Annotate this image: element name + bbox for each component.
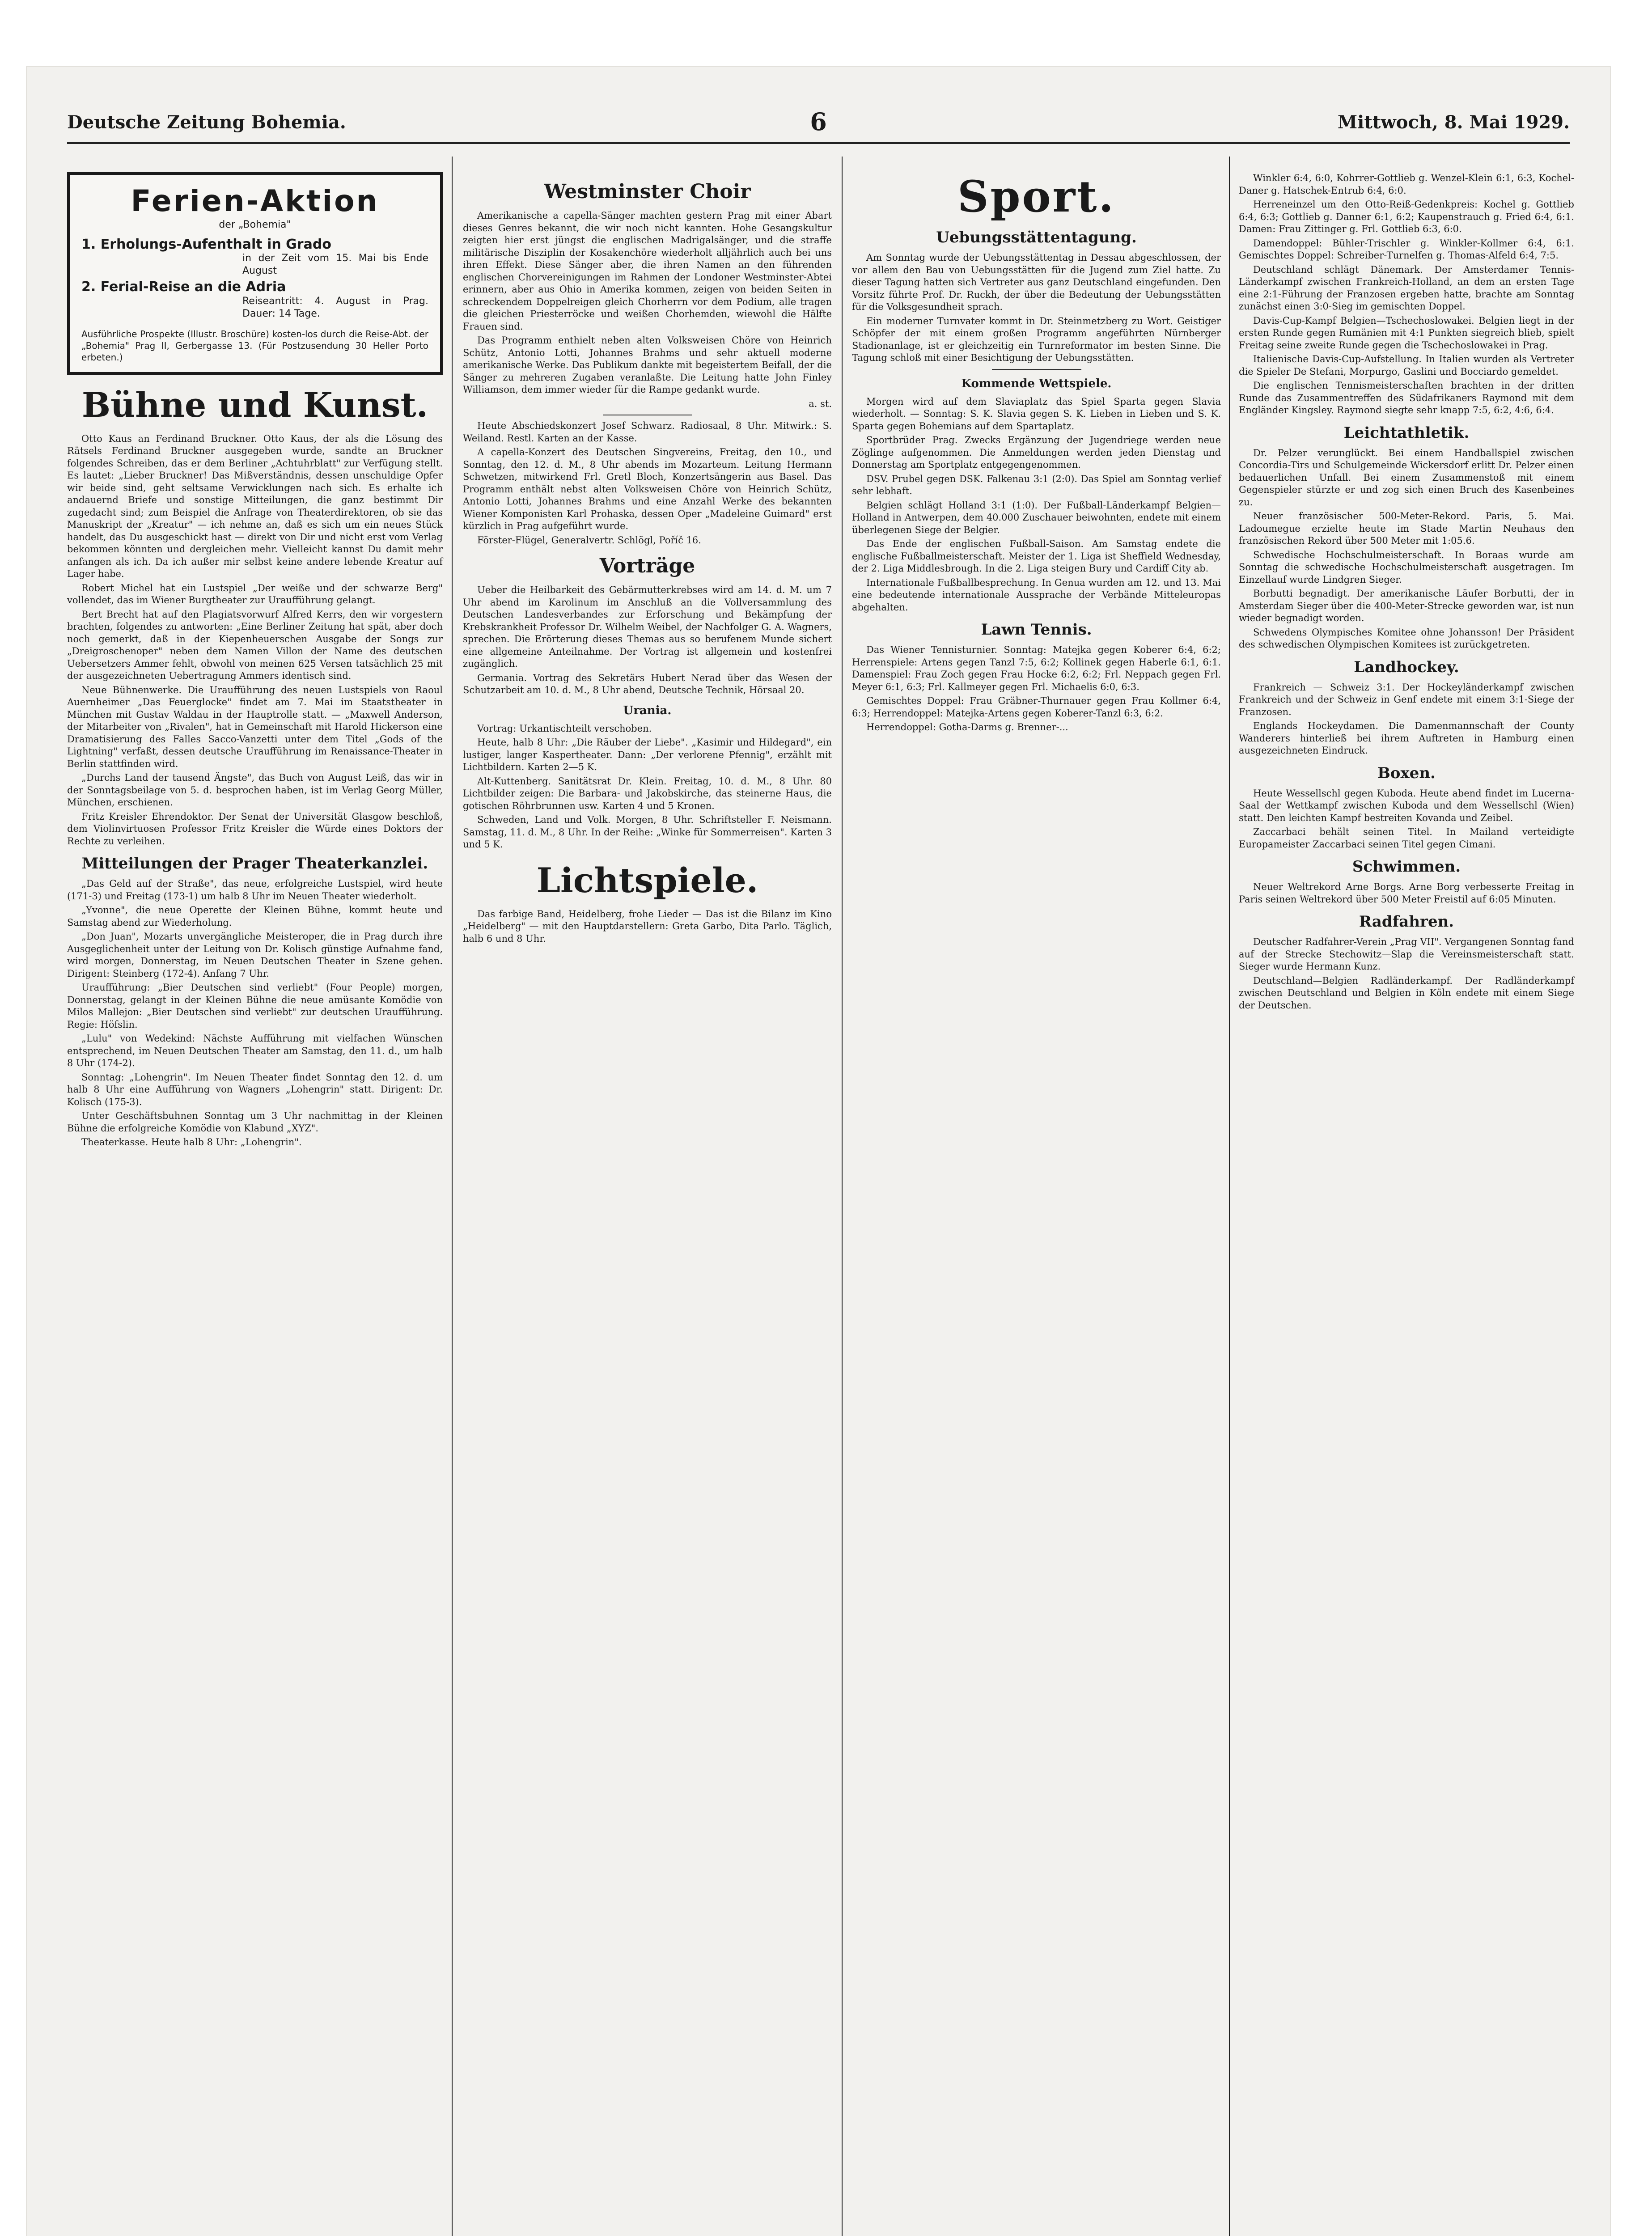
article-paragraph: Belgien schlägt Holland 3:1 (1:0). Der Fußball-Länderkampf Belgien—Holland in Antwerpen, dem 40.000 Zuschauer beiwohnten, endete mit einem überlegenen Siege der Belgier.: [852, 500, 1221, 535]
article-paragraph: Unter Geschäftsbuhnen Sonntag um 3 Uhr nachmittag in der Kleinen Bühne die erfolgreiche Komödie von Klabund „XYZ".: [67, 1110, 443, 1134]
article-paragraph: Morgen wird auf dem Slaviaplatz das Spiel Sparta gegen Slavia wiederholt. — Sonntag: S. K. Slavia gegen S. K. Lieben in Lieben und S. K. Sparta gegen Bohemians auf dem Spartaplatz.: [852, 396, 1221, 432]
article-paragraph: Fritz Kreisler Ehrendoktor. Der Senat der Universität Glasgow beschloß, dem Violinvirtuosen Professor Fritz Kreisler die Würde eines Doktors der Rechte zu verleihen.: [67, 811, 443, 847]
article-paragraph: Gemischtes Doppel: Frau Gräbner-Thurnauer gegen Frau Kollmer 6:4, 6:3; Herrendoppel: Matejka-Artens gegen Koberer-Tanzl 6:3, 6:2.: [852, 695, 1221, 719]
article-paragraph: Schwedische Hochschulmeisterschaft. In Boraas wurde am Sonntag die schwedische Hochschulmeisterschaft ausgetragen. Im Einzellauf wurde Lindgren Sieger.: [1239, 549, 1574, 585]
column-4: [1239, 172, 1574, 1013]
subsection-title-landhockey: Landhockey.: [1354, 658, 1459, 676]
article-paragraph: Uraufführung: „Bier Deutschen sind verliebt" (Four People) morgen, Donnerstag, gelangt in der Kleinen Bühne die neue amüsante Komödie von Milos Mallejon: „Bier Deutschen sind verliebt" zur deutschen Uraufführung. Regie: Höfslin.: [67, 982, 443, 1030]
article-paragraph: Davis-Cup-Kampf Belgien—Tschechoslowakei. Belgien liegt in der ersten Runde gegen Rumänien mit 4:1 Punkten siegreich blieb, spielt Freitag seine zweite Runde gegen die Tschechoslowakei in Prag.: [1239, 315, 1574, 351]
article-paragraph: Deutschland schlägt Dänemark. Der Amsterdamer Tennis-Länderkampf zwischen Frankreich-Holland, an dem an ersten Tage eine 2:1-Führung der Franzosen ergeben hatte, brachte am Sonntag zunächst einen 3:0-Sieg im gemischten Doppel.: [1239, 264, 1574, 312]
section-title-westminster: Westminster Choir: [544, 180, 751, 203]
article-paragraph: Robert Michel hat ein Lustspiel „Der weiße und der schwarze Berg" vollendet, das im Wiener Burgtheater zur Uraufführung gelangt.: [67, 582, 443, 606]
article-paragraph: Alt-Kuttenberg. Sanitätsrat Dr. Klein. Freitag, 10. d. M., 8 Uhr. 80 Lichtbilder zeigen: Die Barbara- und Jakobskirche, das steinerne Haus, die gotischen Röhrbrunnen usw. Karten 4 und 5 Kronen.: [463, 775, 832, 811]
article-paragraph: Förster-Flügel, Generalvertr. Schlögl, Poříč 16.: [477, 534, 701, 546]
article-paragraph: Das Programm enthielt neben alten Volksweisen Chöre von Heinrich Schütz, Antonio Lotti, Johannes Brahms und sehr aktuell moderne amerikanische Werke. Das Publikum dankte mit begeistertem Beifall, der die Sänger zu mehreren Zugaben veranlaßte. Die Leitung hatte John Finley Williamson, dem immer wieder für die Rampe gedankt wurde.: [463, 335, 832, 395]
article-paragraph: Amerikanische a capella-Sänger machten gestern Prag mit einer Abart dieses Genres bekannt, die wir noch nicht kannten. Hohe Gesangskultur zeigten hier erst jüngst die englischen Madrigalsänger, und die straffe militärische Disziplin der Kosakenchöre wiederholt alljährlich auch bei uns ihren Effekt. Diese Sänger aber, die ihren Namen an den führenden englischen Chorvereinigungen im Rahmen der Londoner Westminster-Abtei erinnern, aber aus Ohio in Amerika kommen, zeigen von beiden Seiten in schreckendem Doppelreigen gleich Chorherrn vor dem Podium, alle tragen die gleichen Priesterröcke und weißen Chorhemden, wiewohl die Hälfte Frauen sind.: [463, 210, 832, 332]
ad-footer: Ausführliche Prospekte (Illustr. Broschüre) kosten-los durch die Reise-Abt. der „Bohemia" Prag II, Gerbergasse 13. (Für Postzusendung 30 Heller Porto erbeten.): [81, 328, 428, 363]
running-header: [67, 107, 1570, 139]
article-paragraph: Sportbrüder Prag. Zwecks Ergänzung der Jugendriege werden neue Zöglinge aufgenommen. Die Anmeldungen werden jeden Dienstag und Donnerstag am Sportplatz entgegengenommen.: [852, 435, 1221, 470]
article-paragraph: Dr. Pelzer verunglückt. Bei einem Handballspiel zwischen Concordia-Tirs und Schulgemeinde Wickersdorf erlitt Dr. Pelzer einen bedauerlichen Unfall. Bei einem Zusammenstoß mit einem Gegenspieler stürzte er und zog sich einen Bruch des Kasenbeines zu.: [1239, 447, 1574, 508]
article-paragraph: Das farbige Band, Heidelberg, frohe Lieder — Das ist die Bilanz im Kino „Heidelberg" — mit den Hauptdarstellern: Greta Garbo, Dita Parlo. Täglich, halb 6 und 8 Uhr.: [463, 908, 832, 944]
ad-title: Ferien-Aktion: [131, 184, 379, 218]
header-rule: [67, 142, 1570, 144]
article-paragraph: Schwedens Olympisches Komitee ohne Johansson! Der Präsident des schwedischen Olympischen Komitees ist zurückgetreten.: [1239, 627, 1574, 650]
header-date: Mittwoch, 8. Mai 1929.: [1337, 112, 1570, 133]
article-paragraph: Schweden, Land und Volk. Morgen, 8 Uhr. Schriftsteller F. Neismann. Samstag, 11. d. M., 8 Uhr. In der Reihe: „Winke für Sommerreisen". Karten 3 und 5 K.: [463, 814, 832, 850]
article-paragraph: Ein moderner Turnvater kommt in Dr. Steinmetzberg zu Wort. Geistiger Schöpfer der mit einem großen Programm angeführten Nürnberger Stadionanlage, ist er gleichzeitig ein Turnreformator im besten Sinne. Die Tagung schloß mit einer Besichtigung der Uebungsstätten.: [852, 315, 1221, 363]
subsection-title-lawn-tennis: Lawn Tennis.: [981, 621, 1092, 639]
column-rule: [1229, 157, 1230, 2236]
article-paragraph: Englands Hockeydamen. Die Damenmannschaft der County Wanderers hinterließ bei ihrem Auftreten in Hamburg einen ausgezeichneten Eindruck.: [1239, 720, 1574, 756]
article-paragraph: DSV. Prubel gegen DSK. Falkenau 3:1 (2:0). Das Spiel am Sonntag verlief sehr lebhaft.: [852, 473, 1221, 496]
article-paragraph: Das Ende der englischen Fußball-Saison. Am Samstag endete die englische Fußballmeisterschaft. Meister der 1. Liga ist Sheffield Wednesday, der 2. Liga Middlesbrough. In die 2. Liga steigen Bury und Cardiff City ab.: [852, 538, 1221, 574]
article-paragraph: Italienische Davis-Cup-Aufstellung. In Italien wurden als Vertreter die Spieler De Stefani, Morpurgo, Gaslini und Bocciardo gemeldet.: [1239, 354, 1574, 377]
article-paragraph: Die englischen Tennismeisterschaften brachten in der dritten Runde das Zusammentreffen des Südafrikaners Raymond mit dem Engländer Kingsley. Raymond siegte sehr knapp 7:5, 6:2, 4:6, 6:4.: [1239, 380, 1574, 415]
article-paragraph: Winkler 6:4, 6:0, Kohrrer-Gottlieb g. Wenzel-Klein 6:1, 6:3, Kochel-Daner g. Hatschek-Entrub 6:4, 6:0.: [1239, 173, 1574, 196]
article-paragraph: Deutschland—Belgien Radländerkampf. Der Radländerkampf zwischen Deutschland und Belgien in Köln endete mit einem Siege der Deutschen.: [1239, 975, 1574, 1011]
subsection-title-schwimmen: Schwimmen.: [1352, 858, 1461, 876]
article-paragraph: „Das Geld auf der Straße", das neue, erfolgreiche Lustspiel, wird heute (171-3) und Freitag (173-1) um halb 8 Uhr im Neuen Theater wiederholt.: [67, 878, 443, 902]
article-paragraph: „Durchs Land der tausend Ängste", das Buch von August Leiß, das wir in der Sonntagsbeilage von 5. d. besprochen haben, ist im Verlag Georg Müller, München, erschienen.: [67, 772, 443, 808]
subsection-title-leichtathletik: Leichtathletik.: [1343, 423, 1470, 442]
column-2: [463, 172, 832, 947]
article-paragraph: A capella-Konzert des Deutschen Singvereins, Freitag, den 10., und Sonntag, den 12. d. M., 8 Uhr abends im Mozarteum. Leitung Hermann Schwetzen, mitwirkend Frl. Gretl Bloch, Konzertsängerin aus Basel. Das Programm enthält nebst alten Volksweisen Chöre von Heinrich Schütz, Antonio Lotti, Johannes Brahms und eine Anzahl Werke des bekannten Wiener Komponisten Karl Prohaska, dessen Oper „Madeleine Guimard" erst kürzlich in Prag aufgeführt wurde.: [463, 447, 832, 531]
article-paragraph: Heute, halb 8 Uhr: „Die Räuber der Liebe". „Kasimir und Hildegard", ein lustiger, langer Kaspertheater. Dann: „Der verlorene Pfennig", erzählt mit Lichtbildern. Karten 2—5 K.: [463, 737, 832, 772]
newspaper-page: [27, 67, 1610, 2236]
subsection-title-uebungsstaetten: Uebungsstättentagung.: [936, 229, 1137, 246]
article-paragraph: Internationale Fußballbesprechung. In Genua wurden am 12. und 13. Mai eine bedeutende internationale Aussprache der Verbände Mitteleuropas abgehalten.: [852, 577, 1221, 613]
section-title-lichtspiele: Lichtspiele.: [536, 860, 758, 900]
article-paragraph: Vortrag: Urkantischteilt verschoben.: [477, 723, 652, 734]
article-paragraph: Deutscher Radfahrer-Verein „Prag VII". Vergangenen Sonntag fand auf der Strecke Stechowitz—Slap die Vereinsmeisterschaft statt. Sieger wurde Hermann Kunz.: [1239, 936, 1574, 972]
subsection-title-radfahren: Radfahren.: [1359, 913, 1454, 931]
article-signature: a. st.: [809, 398, 832, 409]
ad-item-2: 2. Ferial-Reise an die Adria: [81, 279, 286, 295]
article-paragraph: „Lulu" von Wedekind: Nächste Aufführung mit vielfachen Wünschen entsprechend, im Neuen Deutschen Theater am Samstag, den 11. d., um halb 8 Uhr (174-2).: [67, 1033, 443, 1068]
article-paragraph: Heute Wessellschl gegen Kuboda. Heute abend findet im Lucerna-Saal der Wettkampf zwischen Kuboda und dem Wessellschl (Wien) statt. Den leichten Kampf bestreiten Kovanda und Zeibel.: [1239, 788, 1574, 823]
article-paragraph: Herrendoppel: Gotha-Darms g. Brenner-...: [866, 722, 1068, 733]
article-paragraph: Theaterkasse. Heute halb 8 Uhr: „Lohengrin".: [81, 1137, 302, 1148]
column-1: [67, 172, 443, 1151]
header-page-number: 6: [810, 107, 827, 136]
article-paragraph: Am Sonntag wurde der Uebungsstättentag in Dessau abgeschlossen, der vor allem den Bau von Uebungsstätten für die Jugend zum Ziel hatte. Zu dieser Tagung hatten sich Vertreter aus ganz Deutschland eingefunden. Den Vorsitz führte Prof. Dr. Ruckh, der über die Bedeutung der Uebungsstätten für die Volksgesundheit sprach.: [852, 252, 1221, 312]
article-paragraph: Frankreich — Schweiz 3:1. Der Hockeyländerkampf zwischen Frankreich und der Schweiz in Genf endete mit einem 3:1-Siege der Franzosen.: [1239, 682, 1574, 717]
article-paragraph: Germania. Vortrag des Sekretärs Hubert Nerad über das Wesen der Schutzarbeit am 10. d. M., 8 Uhr abend, Deutsche Technik, Hörsaal 20.: [463, 672, 832, 695]
ad-item-2-detail: Reiseantritt: 4. August in Prag. Dauer: 14 Tage.: [242, 295, 428, 319]
column-3: [852, 172, 1221, 736]
section-title-buehne: Bühne und Kunst.: [81, 385, 428, 425]
column-rule: [842, 157, 843, 2236]
article-paragraph: Ueber die Heilbarkeit des Gebärmutterkrebses wird am 14. d. M. um 7 Uhr abend im Karolinum im Anschluß an die Vollversammlung des Deutschen Landesverbandes zur Erforschung und Bekämpfung der Krebskrankheit Professor Dr. Wilhelm Weibel, der Nachfolger G. A. Wagners, sprechen. Die Erörterung dieses Themas aus so berufenem Munde sichert eine allgemeine Anteilnahme. Der Vortrag ist allgemein und kostenfrei zugänglich.: [463, 584, 832, 669]
column-rule: [452, 157, 453, 2236]
section-title-sport: Sport.: [957, 171, 1115, 222]
section-title-vortraege: Vorträge: [599, 555, 695, 577]
article-paragraph: Borbutti begnadigt. Der amerikanische Läufer Borbutti, der in Amsterdam Sieger über die 400-Meter-Strecke geworden war, ist nun wieder begnadigt worden.: [1239, 588, 1574, 623]
article-paragraph: Neue Bühnenwerke. Die Uraufführung des neuen Lustspiels von Raoul Auernheimer „Das Feuerglocke" findet am 7. Mai im Staatstheater in München mit Gustav Waldau in der Hauptrolle statt. — „Maxwell Anderson, der Mitarbeiter von „Rivalen", hat in Gemeinschaft mit Harold Hickerson eine Dramatisierung des Falles Sacco-Vanzetti unter dem Titel „Gods of the Lightning" verfaßt, dessen deutsche Uraufführung im Renaissance-Theater in Berlin stattfinden wird.: [67, 684, 443, 769]
subsection-title-wettspiele: Kommende Wettspiele.: [961, 377, 1112, 390]
article-paragraph: Damendoppel: Bühler-Trischler g. Winkler-Kollmer 6:4, 6:1. Gemischtes Doppel: Schreiber-Turnelfen g. Thomas-Alfeld 6:4, 7:5.: [1239, 237, 1574, 261]
article-paragraph: „Don Juan", Mozarts unvergängliche Meisteroper, die in Prag durch ihre Ausgeglichenheit unter der Leitung von Dr. Kolisch günstige Aufnahme fand, wird morgen, Donnerstag, im Neuen Deutschen Theater in Szene gehen. Dirigent: Steinberg (172-4). Anfang 7 Uhr.: [67, 931, 443, 979]
article-paragraph: Otto Kaus an Ferdinand Bruckner. Otto Kaus, der als die Lösung des Rätsels Ferdinand Bruckner ausgegeben wurde, sandte an Bruckner folgendes Schreiben, das er dem Berliner „Achtuhrblatt" zur Verfügung stellt. Es lautet: „Lieber Bruckner! Das Mißverständnis, dessen unschuldige Opfer wir beide sind, geht seltsame Verwicklungen nach sich. Es erhalte ich andauernd Briefe und sonstige Mitteilungen, die ganz bestimmt Dir zugedacht sind; zum Beispiel die Anfrage von Theaterdirektoren, ob sie das Manuskript der „Kreatur" — ich nehme an, daß es sich um ein neues Stück handelt, das Du ausgeschickt hast — direkt von Dir und nicht erst vom Verlag bekommen könnten und dergleichen mehr. Vielleicht kannst Du damit mehr anfangen als ich. Da ich außer mir selbst keine andere lebende Kreatur auf Lager habe.: [67, 433, 443, 579]
article-paragraph: „Yvonne", die neue Operette der Kleinen Bühne, kommt heute und Samstag abend zur Wiederholung.: [67, 905, 443, 928]
article-paragraph: Neuer Weltrekord Arne Borgs. Arne Borg verbesserte Freitag in Paris seinen Weltrekord über 500 Meter Freistil auf 6:05 Minuten.: [1239, 881, 1574, 905]
article-paragraph: Herreneinzel um den Otto-Reiß-Gedenkpreis: Kochel g. Gottlieb 6:4, 6:3; Gottlieb g. Danner 6:1, 6:2; Kaupenstrauch g. Fried 6:4, 6:1. Damen: Frau Zittinger g. Frl. Gottlieb 6:3, 6:0.: [1239, 199, 1574, 234]
divider: [992, 369, 1081, 370]
ad-subtitle: der „Bohemia": [219, 219, 291, 230]
subsection-title-theaterkanzlei: Mitteilungen der Prager Theaterkanzlei.: [81, 855, 428, 872]
article-paragraph: Heute Abschiedskonzert Josef Schwarz. Radiosaal, 8 Uhr. Mitwirk.: S. Weiland. Restl. Karten an der Kasse.: [463, 420, 832, 444]
ad-item-1: 1. Erholungs-Aufenthalt in Grado: [81, 236, 331, 252]
article-paragraph: Bert Brecht hat auf den Plagiatsvorwurf Alfred Kerrs, den wir vorgestern brachten, folgendes zu antworten: „Eine Berliner Zeitung hat spät, aber doch noch gemerkt, daß in der Kiepenheuerschen Ausgabe der Songs zur „Dreigroschenoper" neben dem Namen Villon der Name des deutschen Uebersetzers Ammer fehlt, obwohl von meinen 625 Versen tatsächlich 25 mit der ausgezeichneten Uebertragung Ammers identisch sind.: [67, 609, 443, 681]
article-paragraph: Sonntag: „Lohengrin". Im Neuen Theater findet Sonntag den 12. d. um halb 8 Uhr eine Aufführung von Wagners „Lohengrin" statt. Dirigent: Dr. Kolisch (175-3).: [67, 1071, 443, 1107]
article-paragraph: Zaccarbaci behält seinen Titel. In Mailand verteidigte Europameister Zaccarbaci seinen Titel gegen Cimani.: [1239, 826, 1574, 850]
article-paragraph: Neuer französischer 500-Meter-Rekord. Paris, 5. Mai. Ladoumegue erzielte heute im Stade Martin Neuhaus den französischen Rekord über 500 Meter mit 1:05.6.: [1239, 511, 1574, 546]
ad-item-1-detail: in der Zeit vom 15. Mai bis Ende August: [242, 253, 428, 276]
subsection-title-urania: Urania.: [623, 703, 672, 717]
header-newspaper-name: Deutsche Zeitung Bohemia.: [67, 112, 346, 133]
ferien-aktion-ad: [67, 172, 443, 375]
article-paragraph: Das Wiener Tennisturnier. Sonntag: Matejka gegen Koberer 6:4, 6:2; Herrenspiele: Artens gegen Tanzl 7:5, 6:2; Kollinek gegen Haberle 6:1, 6:1. Damenspiel: Frau Zoch gegen Frau Hocke 6:2, 6:2; Frl. Neppach gegen Frl. Meyer 6:1, 6:3; Frl. Kallmeyer gegen Frl. Michaelis 6:0, 6:3.: [852, 644, 1221, 692]
subsection-title-boxen: Boxen.: [1377, 764, 1436, 782]
